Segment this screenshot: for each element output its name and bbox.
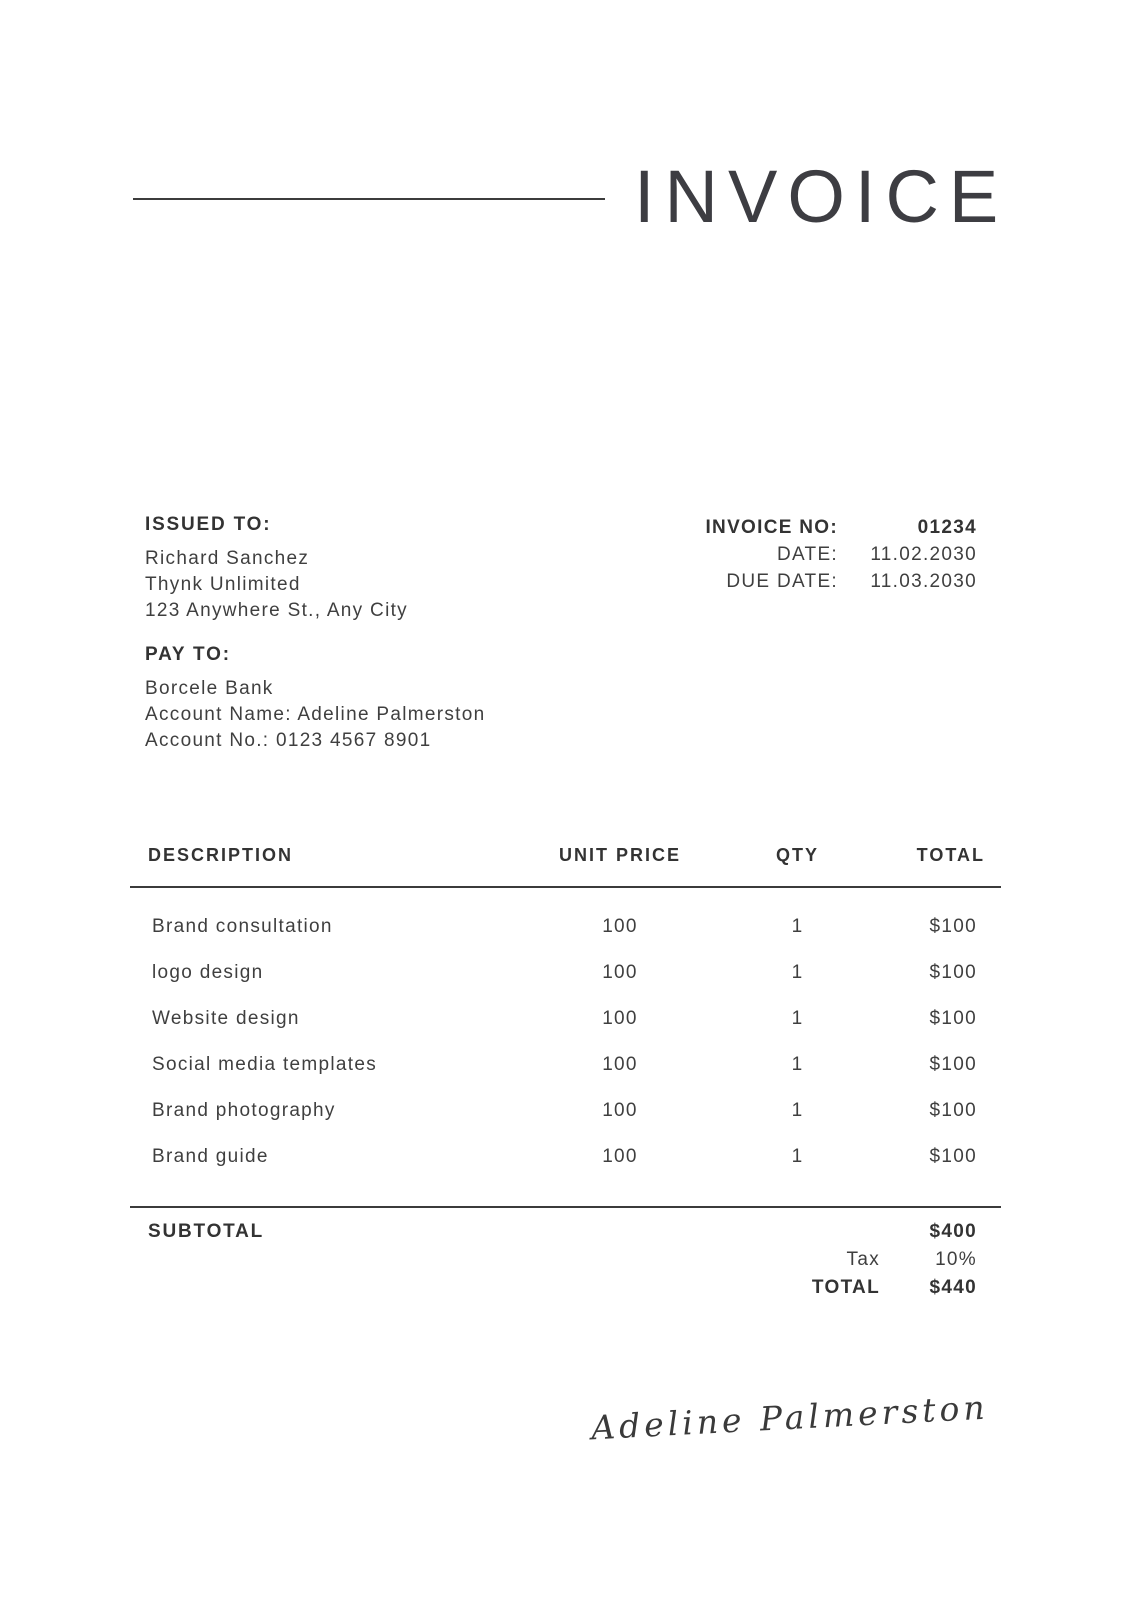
table-row: [130, 996, 1001, 1042]
item-description: Brand guide: [152, 1146, 269, 1167]
page-title: INVOICE: [634, 155, 1009, 238]
invoice-due-date-value: 11.03.2030: [870, 571, 977, 592]
col-header-unit-price: UNIT PRICE: [558, 845, 681, 865]
items-table: [130, 845, 1001, 1305]
table-row: [130, 904, 1001, 950]
issued-to-label: ISSUED TO:: [145, 514, 272, 535]
item-total: $100: [929, 1100, 977, 1121]
item-total: $100: [929, 1146, 977, 1167]
item-unit-price: 100: [602, 962, 638, 983]
item-description: Brand photography: [152, 1100, 336, 1121]
invoice-due-date-row: [557, 568, 977, 595]
item-unit-price: 100: [602, 1100, 638, 1121]
item-description: Website design: [152, 1008, 300, 1029]
item-qty: 1: [791, 962, 804, 983]
col-header-description: DESCRIPTION: [148, 845, 294, 865]
item-qty: 1: [791, 1054, 804, 1075]
item-qty: 1: [791, 1146, 804, 1167]
summary-block: [130, 1208, 1001, 1305]
item-qty: 1: [791, 916, 804, 937]
table-row: [130, 1042, 1001, 1088]
subtotal-value: $400: [929, 1221, 977, 1242]
total-label: TOTAL: [811, 1277, 880, 1298]
table-row: [130, 1088, 1001, 1134]
pay-to-bank: Borcele Bank: [145, 678, 274, 699]
signature: Adeline Palmerston: [590, 1387, 990, 1448]
invoice-number-label: INVOICE NO:: [705, 517, 838, 538]
issued-to-name: Richard Sanchez: [145, 548, 310, 569]
invoice-number-row: [557, 514, 977, 541]
issued-to-block: [145, 514, 408, 624]
item-qty: 1: [791, 1100, 804, 1121]
issued-to-address: 123 Anywhere St., Any City: [145, 600, 408, 621]
invoice-meta-block: [557, 514, 977, 595]
item-total: $100: [929, 1054, 977, 1075]
tax-value: 10%: [935, 1249, 977, 1270]
subtotal-row: [130, 1221, 1001, 1249]
item-qty: 1: [791, 1008, 804, 1029]
table-row: [130, 950, 1001, 996]
item-description: Social media templates: [152, 1054, 378, 1075]
item-unit-price: 100: [602, 1008, 638, 1029]
item-total: $100: [929, 962, 977, 983]
total-value: $440: [929, 1277, 977, 1298]
total-row: [130, 1277, 1001, 1305]
col-header-total: TOTAL: [916, 845, 985, 865]
tax-row: [130, 1249, 1001, 1277]
invoice-number-value: 01234: [917, 517, 977, 538]
item-unit-price: 100: [602, 1146, 638, 1167]
item-unit-price: 100: [602, 916, 638, 937]
subtotal-label: SUBTOTAL: [148, 1221, 265, 1242]
item-total: $100: [929, 1008, 977, 1029]
tax-label: Tax: [846, 1249, 880, 1270]
issued-to-company: Thynk Unlimited: [145, 574, 301, 595]
items-table-header: [130, 845, 1001, 886]
item-unit-price: 100: [602, 1054, 638, 1075]
item-description: logo design: [152, 962, 264, 983]
pay-to-label: PAY TO:: [145, 644, 231, 665]
pay-to-block: [145, 644, 485, 754]
pay-to-account-number: Account No.: 0123 4567 8901: [145, 730, 432, 751]
invoice-due-date-label: DUE DATE:: [726, 571, 838, 592]
invoice-date-row: [557, 541, 977, 568]
invoice-date-label: DATE:: [776, 544, 838, 565]
item-total: $100: [929, 916, 977, 937]
col-header-qty: QTY: [775, 845, 819, 865]
table-row: [130, 1134, 1001, 1180]
pay-to-account-name: Account Name: Adeline Palmerston: [145, 704, 486, 725]
invoice-date-value: 11.02.2030: [870, 544, 977, 565]
item-description: Brand consultation: [152, 916, 333, 937]
items-table-body: [130, 888, 1001, 1206]
title-divider-line: [133, 198, 605, 200]
